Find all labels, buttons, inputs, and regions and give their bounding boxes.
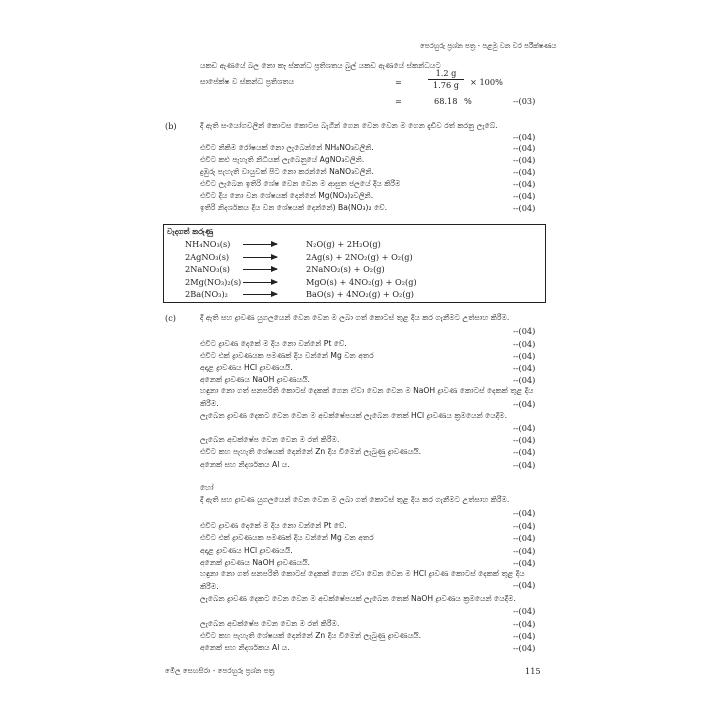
reaction-arrow (243, 244, 277, 245)
part-b-item: ඉතිරි නිදර්ශකය දිය වන ශේෂයක් දෙන්නේ) Ba(NO₃)₂ වේ. (200, 203, 387, 212)
alt-intro-marks: --(04) (513, 508, 536, 518)
part-c-intro-marks: --(04) (513, 326, 536, 336)
alt-item-marks: --(04) (513, 558, 536, 568)
alt-item-marks: --(04) (513, 533, 536, 543)
alt-intro: දී ඇති සහ ද්‍රාවණ යුගලයෙන් වෙන වෙන ම ලබා ගත් කොටස් තුළ දිය කර ගැනීමට උත්සාහ කිරීම. (200, 495, 510, 504)
reactions-box-title: වැදගත් කරුණු (167, 227, 214, 236)
alt-item: අනෙක් ද්‍රාවණය NaOH ද්‍රාවණයයි. (200, 558, 310, 567)
multiply-term: × 100% (470, 77, 503, 87)
reaction-reactant: 2Ba(NO₃)₂ (185, 289, 228, 299)
part-c-intro: දී ඇති සහ ද්‍රාවණ යුගලයෙන් වෙන වෙන ම ලබා ගත් කොටස් තුළ දිය කර ගැනීමට උත්සාහ කිරීම. (200, 313, 510, 322)
part-c-item-marks: --(04) (513, 375, 536, 385)
part-c-item-marks: --(04) (513, 460, 536, 470)
part-b-item-marks: --(04) (513, 143, 536, 153)
page-number: 115 (525, 666, 541, 676)
mass-fraction (426, 68, 466, 90)
reaction-arrow (243, 294, 277, 295)
part-c-paragraph: ලැබෙන ද්‍රාවණ දෙකට වෙන වෙන ම අවක්ෂේපයක් ලැබෙන තෙක් HCl ද්‍රාවණය ක්‍රමයෙන් යෙදීම. (200, 411, 508, 420)
fraction-numerator: 1.2 g (435, 68, 457, 78)
part-c-item: අදාළ ද්‍රාවණය HCl ද්‍රාවණයයි. (200, 363, 293, 372)
part-b-item: එවිට ලැබෙන ඉතිරි ශේෂ වෙන වෙන ම ආසුත ජලයේ දිය කිරීම (200, 179, 401, 188)
reaction-reactant: 2Mg(NO₃)₂(s) (185, 277, 242, 287)
part-c-label: (c) (165, 313, 176, 323)
percent-sign: % (464, 96, 472, 106)
alt-paragraph-marks: --(04) (513, 606, 536, 616)
part-b-item: එවිට නිකිම රෝෂයක් නො ලැබෙන්නේ NH₄NO₃වලිනි. (200, 143, 374, 152)
part-c-item-marks: --(04) (513, 351, 536, 361)
alt-item: අදාළ ද්‍රාවණය HCl ද්‍රාවණයයි. (200, 546, 293, 555)
alt-item: එවිට කහ පැහැති ශේෂයක් දෙන්නේ Zn දිය වීමෙන් ලැබුණු ද්‍රාවණයයි. (200, 631, 422, 640)
part-b-item-marks: --(04) (513, 167, 536, 177)
equals-sign: = (395, 77, 402, 87)
alt-item: එවිට එක් ද්‍රාවණයක පමණක් දිය වන්නේ Mg වන අතර (200, 533, 374, 542)
alt-item-marks: --(04) (513, 619, 536, 629)
part-b-item: එවිට කළු පැහැති නිධියක් ලැබෙනුයේ AgNO₃වලිනි. (200, 155, 365, 164)
alt-item: එවිට ද්‍රාවණ දෙකේ ම දිය නො වන්නේ Pt වේ. (200, 521, 347, 530)
fraction-denominator: 1.76 g (432, 80, 460, 90)
part-c-item: එවිට එක් ද්‍රාවණයක පමණක් දිය වන්නේ Mg වන අතර (200, 351, 374, 360)
part-c-item: එවිට කහ පැහැති ශේෂයක් දෙන්නේ Zn දිය වීමෙන් ලැබුණු ද්‍රාවණයයි. (200, 447, 422, 456)
part-c-item-marks: --(04) (513, 339, 536, 349)
reaction-product: 2Ag(s) + 2NO₂(g) + O₂(g) (306, 252, 413, 262)
part-c-item-marks: --(04) (513, 447, 536, 457)
reaction-reactant: 2NaNO₃(s) (185, 264, 231, 274)
footer-text: මෙිල සෙහසිරා - පෙරහුරු ප්‍රශ්න පත්‍ර (165, 666, 275, 675)
part-b-item-marks: --(04) (513, 191, 536, 201)
part-b-label: (b) (165, 121, 177, 131)
part-c-item: ලැබෙන අවක්ෂේප වෙන වෙන ම රත් කිරීම. (200, 435, 340, 444)
running-header: පෙරහුරු ප්‍රශ්න පත්‍ර - පළමු වන වර පරීක්ෂණය (420, 42, 557, 50)
part-c-paragraph: හඳුනා නො ගත් සනපරිති කොටස් දෙකක් ගෙන ඒවා වෙන වෙන ම NaOH ද්‍රාවණ කොටස් දෙකක් තුළ දිය කිරීම. (200, 386, 534, 408)
part-b-item-marks: --(04) (513, 179, 536, 189)
reaction-arrow (243, 282, 277, 283)
part-c-paragraph-marks: --(04) (513, 399, 536, 409)
part-c-item: අනෙක් ද්‍රාවණය NaOH ද්‍රාවණයයි. (200, 375, 310, 384)
part-c-item-marks: --(04) (513, 363, 536, 373)
percentage-label: සාපේක්ෂ ව ස්කන්ධ ප්‍රතිශතය (200, 77, 295, 86)
alt-item: අනෙක් සහ නිදර්ශකය Al ය. (200, 643, 290, 652)
result-value: 68.18 (434, 96, 458, 106)
part-b-item-marks: --(04) (513, 155, 536, 165)
reaction-arrow (243, 257, 277, 258)
part-c-item: එවිට ද්‍රාවණ දෙකේ ම දිය නො වන්නේ Pt වේ. (200, 339, 347, 348)
alt-paragraph-marks: --(04) (513, 580, 536, 590)
part-b-item-marks: --(04) (513, 203, 536, 213)
reaction-product: BaO(s) + 4NO₂(g) + O₂(g) (306, 289, 414, 299)
part-b-item: එවිට දිය නො වන ශේෂයක් දෙන්නේ Mg(NO₃)₂වලිනි. (200, 191, 374, 200)
alt-label: හෝ (200, 483, 214, 492)
alt-item-marks: --(04) (513, 546, 536, 556)
alt-paragraph: හඳුනා නො ගත් සනපරිති කොටස් දෙකක් ගෙන ඒවා වෙන වෙන ම HCl ද්‍රාවණ කොටස් දෙකක් තුළ දිය කිරීම. (200, 569, 525, 591)
intro-marks: --(03) (513, 96, 536, 106)
reaction-reactant: 2AgNO₃(s) (185, 252, 230, 262)
alt-item: ලැබෙන අවක්ෂේප වෙන වෙන ම රත් කිරීම. (200, 619, 340, 628)
part-c-paragraph-marks: --(04) (513, 423, 536, 433)
equals-sign-2: = (395, 96, 402, 106)
alt-item-marks: --(04) (513, 643, 536, 653)
reaction-product: 2NaNO₂(s) + O₂(g) (306, 264, 385, 274)
reaction-reactant: NH₄NO₃(s) (185, 239, 231, 249)
alt-item-marks: --(04) (513, 631, 536, 641)
reaction-product: MgO(s) + 4NO₂(g) + O₂(g) (306, 277, 417, 287)
part-b-intro: දී ඇති සංයෝගවලින් කොටස කොටස බැගින් ගෙන වෙන වෙන ම ගෙන දැඩිව රත් කරනු ලැබේ. (200, 121, 498, 130)
part-b-intro-marks: --(04) (513, 132, 536, 142)
part-c-item-marks: --(04) (513, 435, 536, 445)
alt-item-marks: --(04) (513, 521, 536, 531)
part-c-item: අනෙක් සහ නිදර්ශකය Al ය. (200, 460, 290, 469)
intro-line: යකඩ ඇණයේ බල නො කෑ ස්කන්ධ ප්‍රතිශතය බුල් යකඩ ඇණයේ ස්කන්ධයට (200, 61, 441, 70)
part-b-item: දුඹුරු පැහැති වායුවක් පිට නො කරන්නේ NaNO₃වලිනි. (200, 167, 374, 176)
reaction-arrow (243, 269, 277, 270)
alt-paragraph: ලැබෙන ද්‍රාවණ දෙකට වෙන වෙන ම අවක්ෂේපයක් ලැබෙන තෙක් NaOH ද්‍රාවණය ක්‍රමයෙන් යෙදීම. (200, 594, 516, 603)
reaction-product: N₂O(g) + 2H₂O(g) (306, 239, 381, 249)
